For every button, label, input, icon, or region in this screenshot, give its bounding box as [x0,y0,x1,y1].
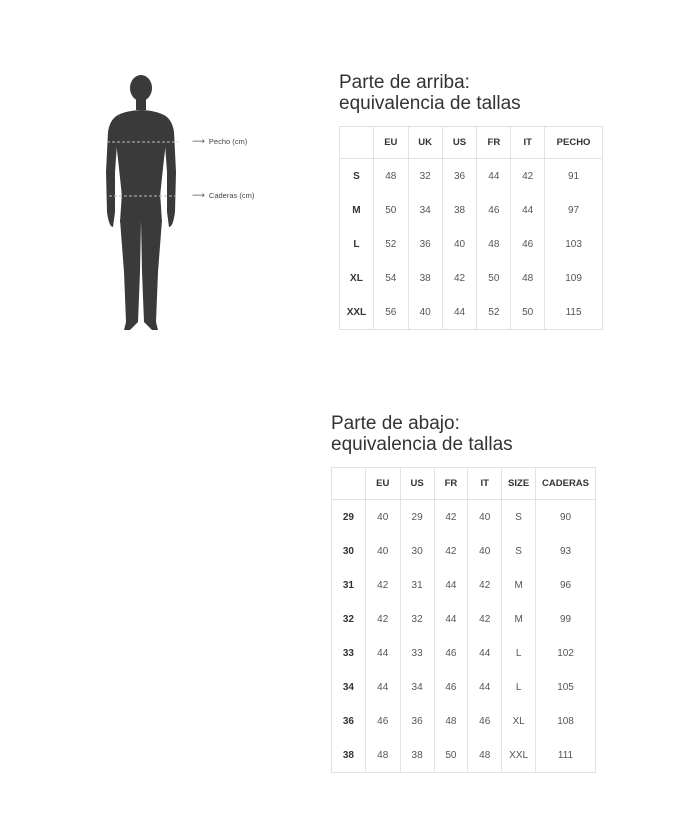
table-header-row [332,468,596,500]
table-cell: 44 [365,636,400,670]
table-cell: 40 [365,500,400,535]
header-cell: UK [408,127,442,159]
table-cell: 50 [477,261,511,295]
top-title-line2: equivalencia de tallas [339,93,521,114]
table-cell: 48 [434,704,468,738]
row-header-cell: M [340,193,374,227]
table-cell: 115 [545,295,603,330]
table-row [340,193,603,227]
row-header-cell: 30 [332,534,366,568]
bottom-title-line2: equivalencia de tallas [331,434,513,455]
table-row [332,704,596,738]
table-cell: 42 [468,602,502,636]
table-cell: 33 [400,636,434,670]
table-row [340,159,603,194]
table-cell: L [502,636,536,670]
table-header-row [340,127,603,159]
table-cell: 38 [442,193,477,227]
table-cell: 46 [468,704,502,738]
table-cell: 97 [545,193,603,227]
table-row [332,670,596,704]
table-cell: 46 [434,670,468,704]
row-header-cell: 31 [332,568,366,602]
bottom-section-title [331,413,513,455]
table-cell: 111 [536,738,596,773]
table-cell: L [502,670,536,704]
row-header-cell: 29 [332,500,366,535]
table-cell: 38 [408,261,442,295]
table-cell: 40 [468,534,502,568]
row-header-cell: 38 [332,738,366,773]
table-cell: 46 [477,193,511,227]
table-cell: M [502,568,536,602]
table-cell: 42 [365,568,400,602]
table-cell: 103 [545,227,603,261]
table-cell: 90 [536,500,596,535]
table-cell: 36 [400,704,434,738]
table-cell: 109 [545,261,603,295]
header-cell: FR [477,127,511,159]
table-cell: 44 [434,602,468,636]
table-cell: M [502,602,536,636]
table-row [332,738,596,773]
row-header-cell: 36 [332,704,366,738]
table-cell: S [502,500,536,535]
table-cell: 48 [477,227,511,261]
table-cell: 32 [408,159,442,194]
table-cell: 31 [400,568,434,602]
table-row [340,261,603,295]
table-cell: 96 [536,568,596,602]
table-cell: 32 [400,602,434,636]
table-cell: 99 [536,602,596,636]
top-title-line1: Parte de arriba: [339,72,470,93]
table-cell: 54 [373,261,408,295]
table-cell: 42 [468,568,502,602]
table-row [332,636,596,670]
table-cell: 48 [373,159,408,194]
header-cell: IT [468,468,502,500]
table-cell: 44 [434,568,468,602]
header-cell [340,127,374,159]
table-cell: 52 [477,295,511,330]
table-cell: 44 [511,193,545,227]
table-cell: 42 [365,602,400,636]
chest-callout [192,136,247,147]
table-cell: 30 [400,534,434,568]
table-row [332,534,596,568]
body-silhouette [100,72,190,337]
header-cell: IT [511,127,545,159]
header-cell: US [442,127,477,159]
table-cell: 48 [511,261,545,295]
table-cell: 91 [545,159,603,194]
table-cell: 93 [536,534,596,568]
table-cell: 52 [373,227,408,261]
hips-label: Caderas (cm) [208,191,255,200]
row-header-cell: S [340,159,374,194]
table-cell: 105 [536,670,596,704]
table-cell: XL [502,704,536,738]
table-cell: 56 [373,295,408,330]
table-cell: 34 [400,670,434,704]
bottom-size-table [331,467,596,773]
row-header-cell: 32 [332,602,366,636]
table-cell: 42 [434,534,468,568]
top-section-title [339,72,521,114]
row-header-cell: XL [340,261,374,295]
table-row [332,602,596,636]
table-row [340,227,603,261]
header-cell: EU [365,468,400,500]
header-cell: SIZE [502,468,536,500]
bottom-title-line1: Parte de abajo: [331,413,460,434]
header-cell [332,468,366,500]
arrow-right-icon: ⟶ [192,136,205,146]
header-cell: US [400,468,434,500]
table-cell: 48 [365,738,400,773]
table-cell: 50 [373,193,408,227]
table-cell: 46 [365,704,400,738]
table-cell: 40 [442,227,477,261]
table-cell: 44 [468,636,502,670]
table-cell: S [502,534,536,568]
table-cell: 40 [468,500,502,535]
header-cell: EU [373,127,408,159]
table-cell: 102 [536,636,596,670]
table-cell: 38 [400,738,434,773]
table-cell: 44 [442,295,477,330]
header-cell: FR [434,468,468,500]
table-cell: 36 [408,227,442,261]
header-cell: CADERAS [536,468,596,500]
table-cell: 46 [511,227,545,261]
table-cell: 40 [408,295,442,330]
row-header-cell: XXL [340,295,374,330]
row-header-cell: 33 [332,636,366,670]
table-row [332,500,596,535]
table-cell: 46 [434,636,468,670]
table-cell: 36 [442,159,477,194]
header-cell: PECHO [545,127,603,159]
table-cell: XXL [502,738,536,773]
table-cell: 44 [468,670,502,704]
table-cell: 42 [511,159,545,194]
table-row [332,568,596,602]
table-cell: 48 [468,738,502,773]
table-cell: 50 [511,295,545,330]
table-cell: 42 [442,261,477,295]
top-size-table [339,126,603,330]
table-cell: 44 [477,159,511,194]
table-cell: 42 [434,500,468,535]
body-silhouette-icon [100,72,190,337]
hips-callout [192,190,254,201]
table-cell: 29 [400,500,434,535]
row-header-cell: L [340,227,374,261]
table-cell: 50 [434,738,468,773]
table-cell: 40 [365,534,400,568]
table-cell: 34 [408,193,442,227]
row-header-cell: 34 [332,670,366,704]
table-cell: 108 [536,704,596,738]
table-cell: 44 [365,670,400,704]
arrow-right-icon: ⟶ [192,190,205,200]
table-row [340,295,603,330]
chest-label: Pecho (cm) [208,137,248,146]
